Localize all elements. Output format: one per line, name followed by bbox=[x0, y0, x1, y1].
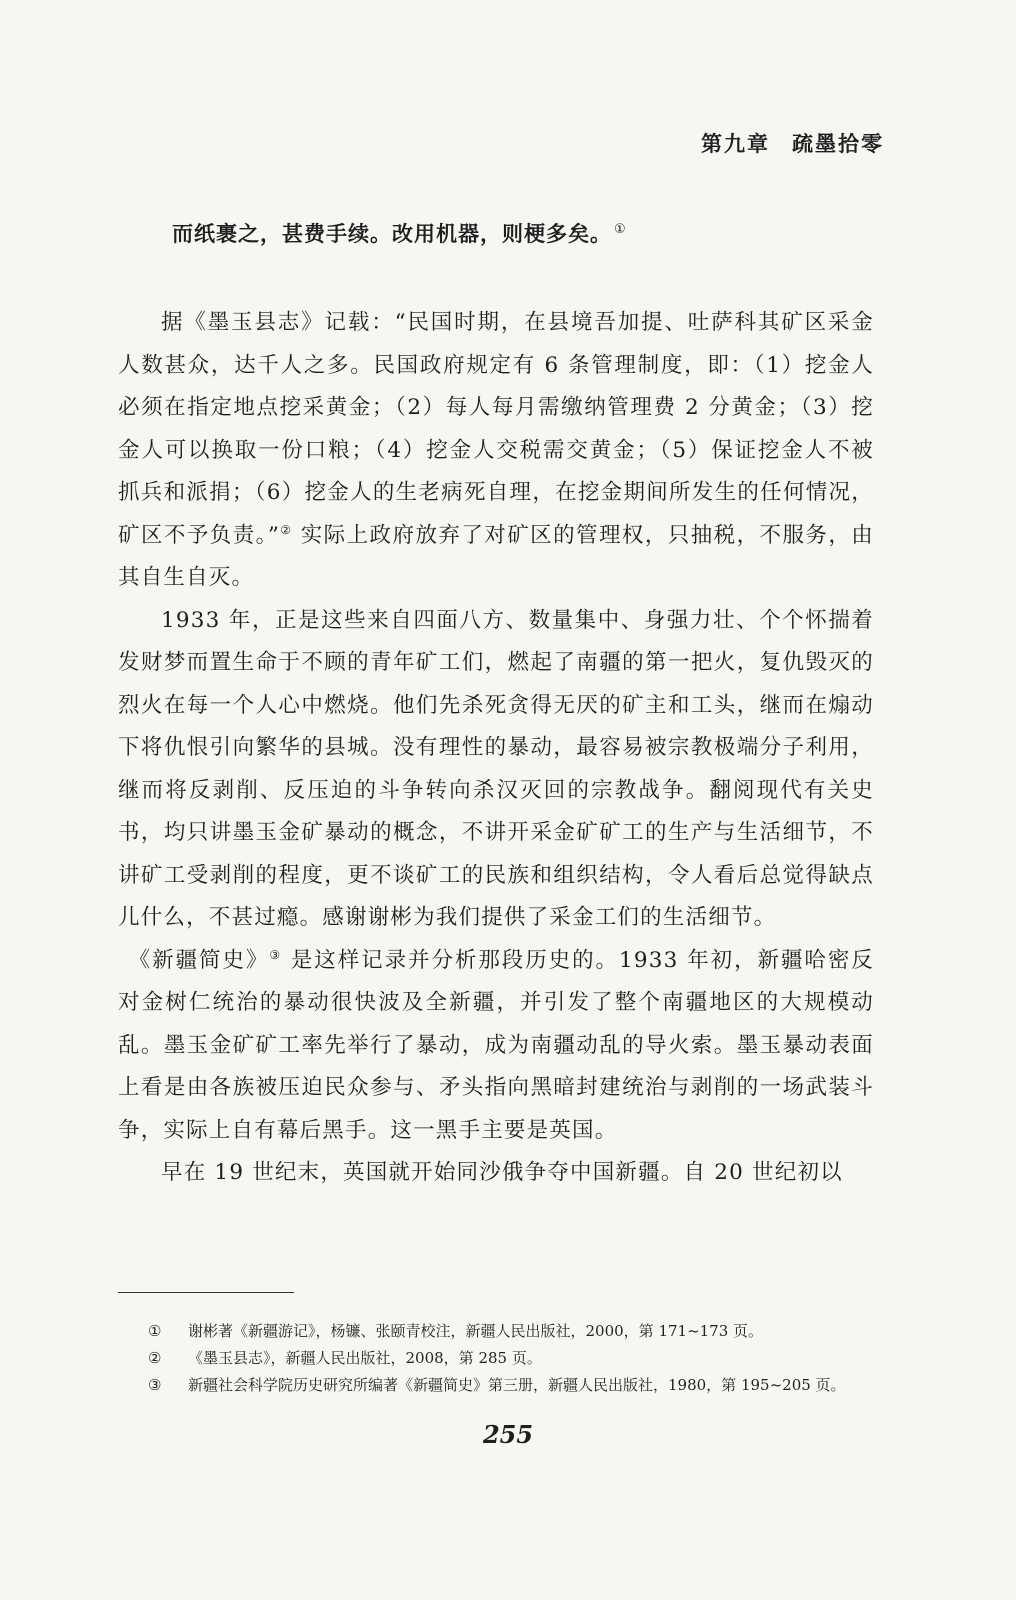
main-text bbox=[118, 302, 874, 1195]
running-header bbox=[701, 128, 884, 158]
footnote-1 bbox=[148, 1318, 874, 1345]
chapter-label: 第九章 bbox=[701, 131, 770, 156]
footnote-mark: ① bbox=[148, 1322, 162, 1340]
quoted-passage bbox=[172, 218, 872, 248]
chapter-title: 疏墨拾零 bbox=[792, 131, 884, 156]
paragraph-1 bbox=[118, 302, 874, 600]
paragraph-4: 早在 19 世纪末，英国就开始同沙俄争夺中国新疆。自 20 世纪初以 bbox=[161, 1160, 843, 1185]
paragraph-1-text-b: 实际上政府放弃了对矿区的管理权，只抽税，不服务，由其自生自灭。 bbox=[118, 522, 874, 590]
paragraph-3 bbox=[118, 940, 874, 1153]
footnote-text: 《墨玉县志》，新疆人民出版社，2008，第 285 页。 bbox=[188, 1349, 542, 1367]
footnote-ref-2: ② bbox=[280, 522, 293, 537]
footnote-mark: ② bbox=[148, 1349, 162, 1367]
quote-text: 而纸裹之，甚费手续。改用机器，则梗多矣。 bbox=[172, 222, 612, 246]
paragraph-3-text-b: 是这样记录并分析那段历史的。1933 年初，新疆哈密反对金树仁统治的暴动很快波及全新疆，并引发了整个南疆地区的大规模动乱。墨玉金矿矿工率先举行了暴动，成为南疆动乱的导火索。墨玉暴动表面上看是由各族被压迫民众参与、矛头指向黑暗封建统治与剥削的一场武装斗争，实际上自有幕后黑手。这一黑手主要是英国。 bbox=[118, 947, 874, 1143]
footnote-mark: ③ bbox=[148, 1376, 162, 1394]
footnote-ref-3: ③ bbox=[269, 947, 283, 962]
paragraph-3-text-a: 《新疆简史》 bbox=[128, 947, 270, 973]
footnote-text: 谢彬著《新疆游记》，杨镰、张颐青校注，新疆人民出版社，2000，第 171~173 页。 bbox=[188, 1322, 764, 1340]
footnote-ref-1: ① bbox=[614, 222, 627, 237]
footnote-3 bbox=[148, 1372, 874, 1399]
footnote-text: 新疆社会科学院历史研究所编著《新疆简史》第三册，新疆人民出版社，1980，第 195~205 页。 bbox=[188, 1376, 846, 1394]
footnotes bbox=[148, 1318, 874, 1399]
paragraph-2: 1933 年，正是这些来自四面八方、数量集中、身强力壮、个个怀揣着发财梦而置生命于不顾的青年矿工们，燃起了南疆的第一把火，复仇毁灭的烈火在每一个人心中燃烧。他们先杀死贪得无厌的矿主和工头，继而在煽动下将仇恨引向繁华的县城。没有理性的暴动，最容易被宗教极端分子利用，继而将反剥削、反压迫的斗争转向杀汉灭回的宗教战争。翻阅现代有关史书，均只讲墨玉金矿暴动的概念，不讲开采金矿矿工的生产与生活细节，不讲矿工受剥削的程度，更不谈矿工的民族和组织结构，令人看后总觉得缺点儿什么，不甚过瘾。感谢谢彬为我们提供了采金工们的生活细节。 bbox=[118, 607, 874, 930]
footnote-2 bbox=[148, 1345, 874, 1372]
page-number: 255 bbox=[482, 1420, 534, 1449]
paragraph-1-text-a: 据《墨玉县志》记载：“民国时期，在县境吾加提、吐萨科其矿区采金人数甚众，达千人之多。民国政府规定有 6 条管理制度，即：（1）挖金人必须在指定地点挖采黄金；（2）每人每月需缴纳管理费 2 分黄金；（3）挖金人可以换取一份口粮；（4）挖金人交税需交黄金；（5）保证挖金人不被抓兵和派捐；（6）挖金人的生老病死自理，在挖金期间所发生的任何情况，矿区不予负责。” bbox=[118, 310, 874, 548]
footnote-divider bbox=[118, 1292, 294, 1293]
